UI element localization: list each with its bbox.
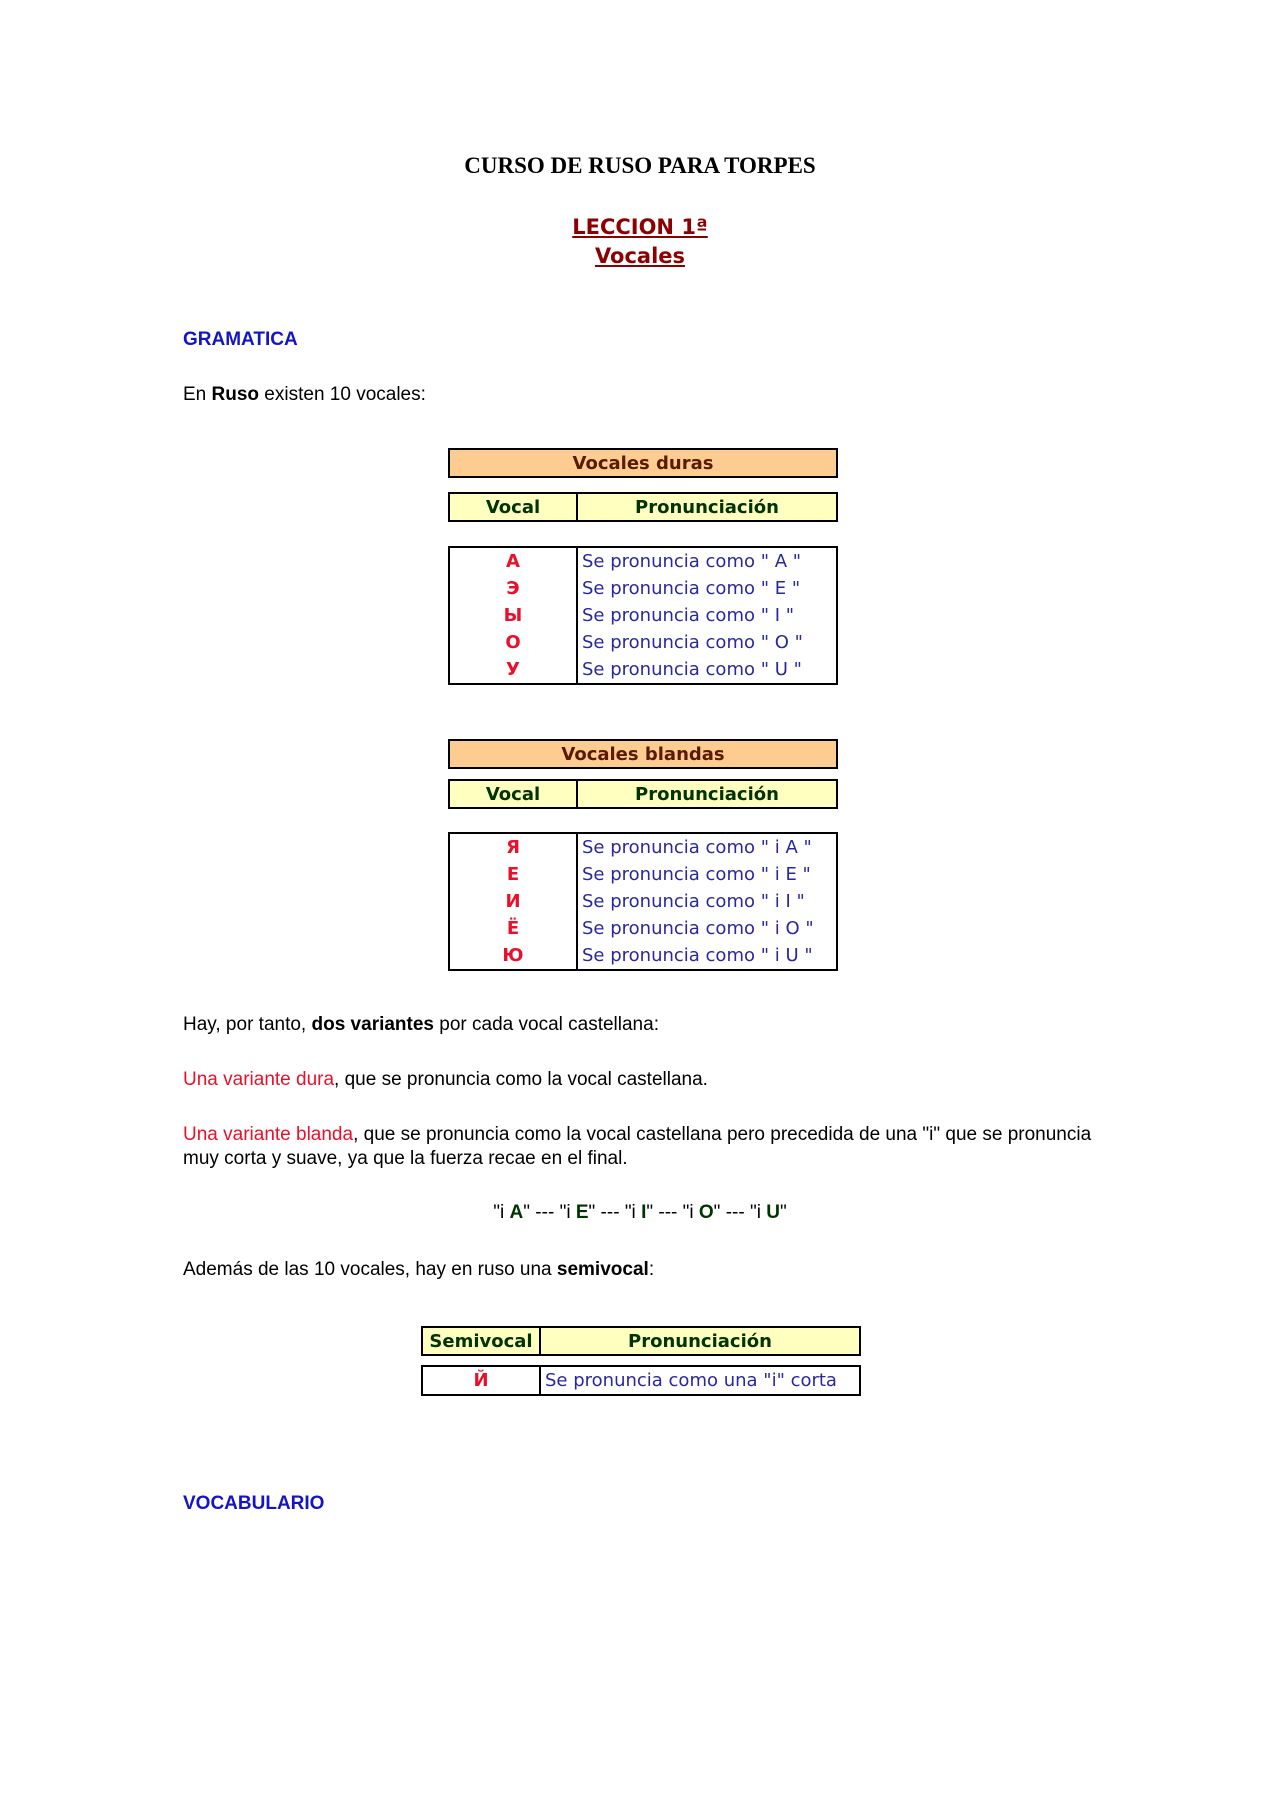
vowel-letter: Ю: [449, 942, 577, 970]
formula-open: "i: [493, 1202, 510, 1223]
variants-pre: Hay, por tanto,: [183, 1014, 312, 1035]
formula-open: "i: [682, 1202, 699, 1223]
lesson-heading: [0, 213, 1280, 271]
vowel-letter: А: [449, 547, 577, 575]
vowel-letter: И: [449, 888, 577, 915]
vowel-letter: Ы: [449, 602, 577, 629]
vowel-letter: Я: [449, 833, 577, 861]
soft-variant-term: Una variante blanda: [183, 1124, 354, 1145]
vowel-row: [449, 833, 837, 861]
vowel-row: [449, 861, 837, 888]
soft-variant-text: , que se pronuncia como la vocal castellana pero precedida de una "i" que se pronuncia muy corta y suave, ya que la fuerza recae en el final.: [183, 1124, 1092, 1169]
formula-separator: ---: [653, 1202, 683, 1223]
vowel-pronunciation: Se pronuncia como " E ": [577, 575, 837, 602]
semivocal-header: [421, 1326, 861, 1356]
soft-vowels-title-table: [448, 739, 838, 769]
formula-close: ": [779, 1202, 787, 1223]
formula-close: ": [646, 1202, 654, 1223]
vowel-row: [449, 888, 837, 915]
hard-vowels-title: Vocales duras: [449, 449, 837, 477]
semivocal-table: [421, 1365, 861, 1396]
semivocal-row: [422, 1366, 860, 1395]
formula-close: ": [713, 1202, 721, 1223]
vowel-letter: О: [449, 629, 577, 656]
vowel-pronunciation: Se pronuncia como " O ": [577, 629, 837, 656]
soft-vowels-table: [448, 832, 838, 971]
semivocal-pron: Se pronuncia como una "i" corta: [540, 1366, 860, 1395]
section-vocabulario: VOCABULARIO: [183, 1493, 325, 1514]
intro-pre: En: [183, 384, 212, 405]
section-gramatica: GRAMATICA: [183, 329, 298, 350]
intro-paragraph: [183, 383, 1103, 407]
semivocal-post: :: [648, 1259, 655, 1280]
semivocal-paragraph: [183, 1258, 1103, 1282]
soft-col-vocal: Vocal: [449, 780, 577, 808]
variants-paragraph: [183, 1013, 1103, 1037]
vowel-letter: Э: [449, 575, 577, 602]
soft-vowels-header: [448, 779, 838, 809]
lesson-number: LECCION 1ª: [572, 215, 708, 239]
document-title: CURSO DE RUSO PARA TORPES: [464, 153, 816, 178]
vowel-row: [449, 915, 837, 942]
hard-col-pron: Pronunciación: [577, 493, 837, 521]
hard-vowels-header: [448, 492, 838, 522]
vowel-pronunciation: Se pronuncia como " i O ": [577, 915, 837, 942]
soft-variant-paragraph: [183, 1123, 1103, 1171]
hard-vowels-title-table: [448, 448, 838, 478]
vowel-row: [449, 656, 837, 684]
hard-col-vocal: Vocal: [449, 493, 577, 521]
vowel-row: [449, 547, 837, 575]
semi-col-pron: Pronunciación: [540, 1327, 860, 1355]
hard-variant-term: Una variante dura: [183, 1069, 335, 1090]
formula-open: "i: [749, 1202, 767, 1223]
vowel-pronunciation: Se pronuncia como " i I ": [577, 888, 837, 915]
soft-vowels-title: Vocales blandas: [449, 740, 837, 768]
vowel-letter: Ё: [449, 915, 577, 942]
vowel-letter: Е: [449, 861, 577, 888]
formula-separator: ---: [720, 1202, 750, 1223]
formula-open: "i: [624, 1202, 642, 1223]
vowel-pronunciation: Se pronuncia como " i U ": [577, 942, 837, 970]
semivocal-bold: semivocal: [556, 1259, 649, 1280]
formula-separator: ---: [595, 1202, 625, 1223]
formula-separator: ---: [530, 1202, 560, 1223]
pronunciation-formula: [0, 1202, 1280, 1224]
vowel-pronunciation: Se pronuncia como " I ": [577, 602, 837, 629]
variants-bold: dos variantes: [311, 1014, 434, 1035]
vowel-letter: У: [449, 656, 577, 684]
formula-vowel: O: [698, 1202, 714, 1223]
semivocal-letter: Й: [422, 1366, 540, 1395]
hard-vowels-table: [448, 546, 838, 685]
formula-vowel: I: [641, 1202, 647, 1223]
vowel-pronunciation: Se pronuncia como " i E ": [577, 861, 837, 888]
formula-vowel: U: [766, 1202, 780, 1223]
vowel-row: [449, 602, 837, 629]
lesson-topic: Vocales: [594, 244, 686, 268]
intro-bold: Ruso: [211, 384, 260, 405]
vowel-row: [449, 942, 837, 970]
formula-close: ": [588, 1202, 596, 1223]
semivocal-pre: Además de las 10 vocales, hay en ruso una: [183, 1259, 557, 1280]
variants-post: por cada vocal castellana:: [434, 1014, 659, 1035]
vowel-pronunciation: Se pronuncia como " i A ": [577, 833, 837, 861]
vowel-row: [449, 629, 837, 656]
vowel-pronunciation: Se pronuncia como " A ": [577, 547, 837, 575]
formula-vowel: A: [509, 1202, 524, 1223]
formula-close: ": [523, 1202, 531, 1223]
vowel-pronunciation: Se pronuncia como " U ": [577, 656, 837, 684]
hard-variant-text: , que se pronuncia como la vocal castellana.: [334, 1069, 708, 1090]
formula-vowel: E: [575, 1202, 589, 1223]
semi-col-semivocal: Semivocal: [422, 1327, 540, 1355]
intro-post: existen 10 vocales:: [259, 384, 426, 405]
formula-open: "i: [559, 1202, 576, 1223]
hard-variant-paragraph: [183, 1068, 1103, 1092]
soft-col-pron: Pronunciación: [577, 780, 837, 808]
vowel-row: [449, 575, 837, 602]
